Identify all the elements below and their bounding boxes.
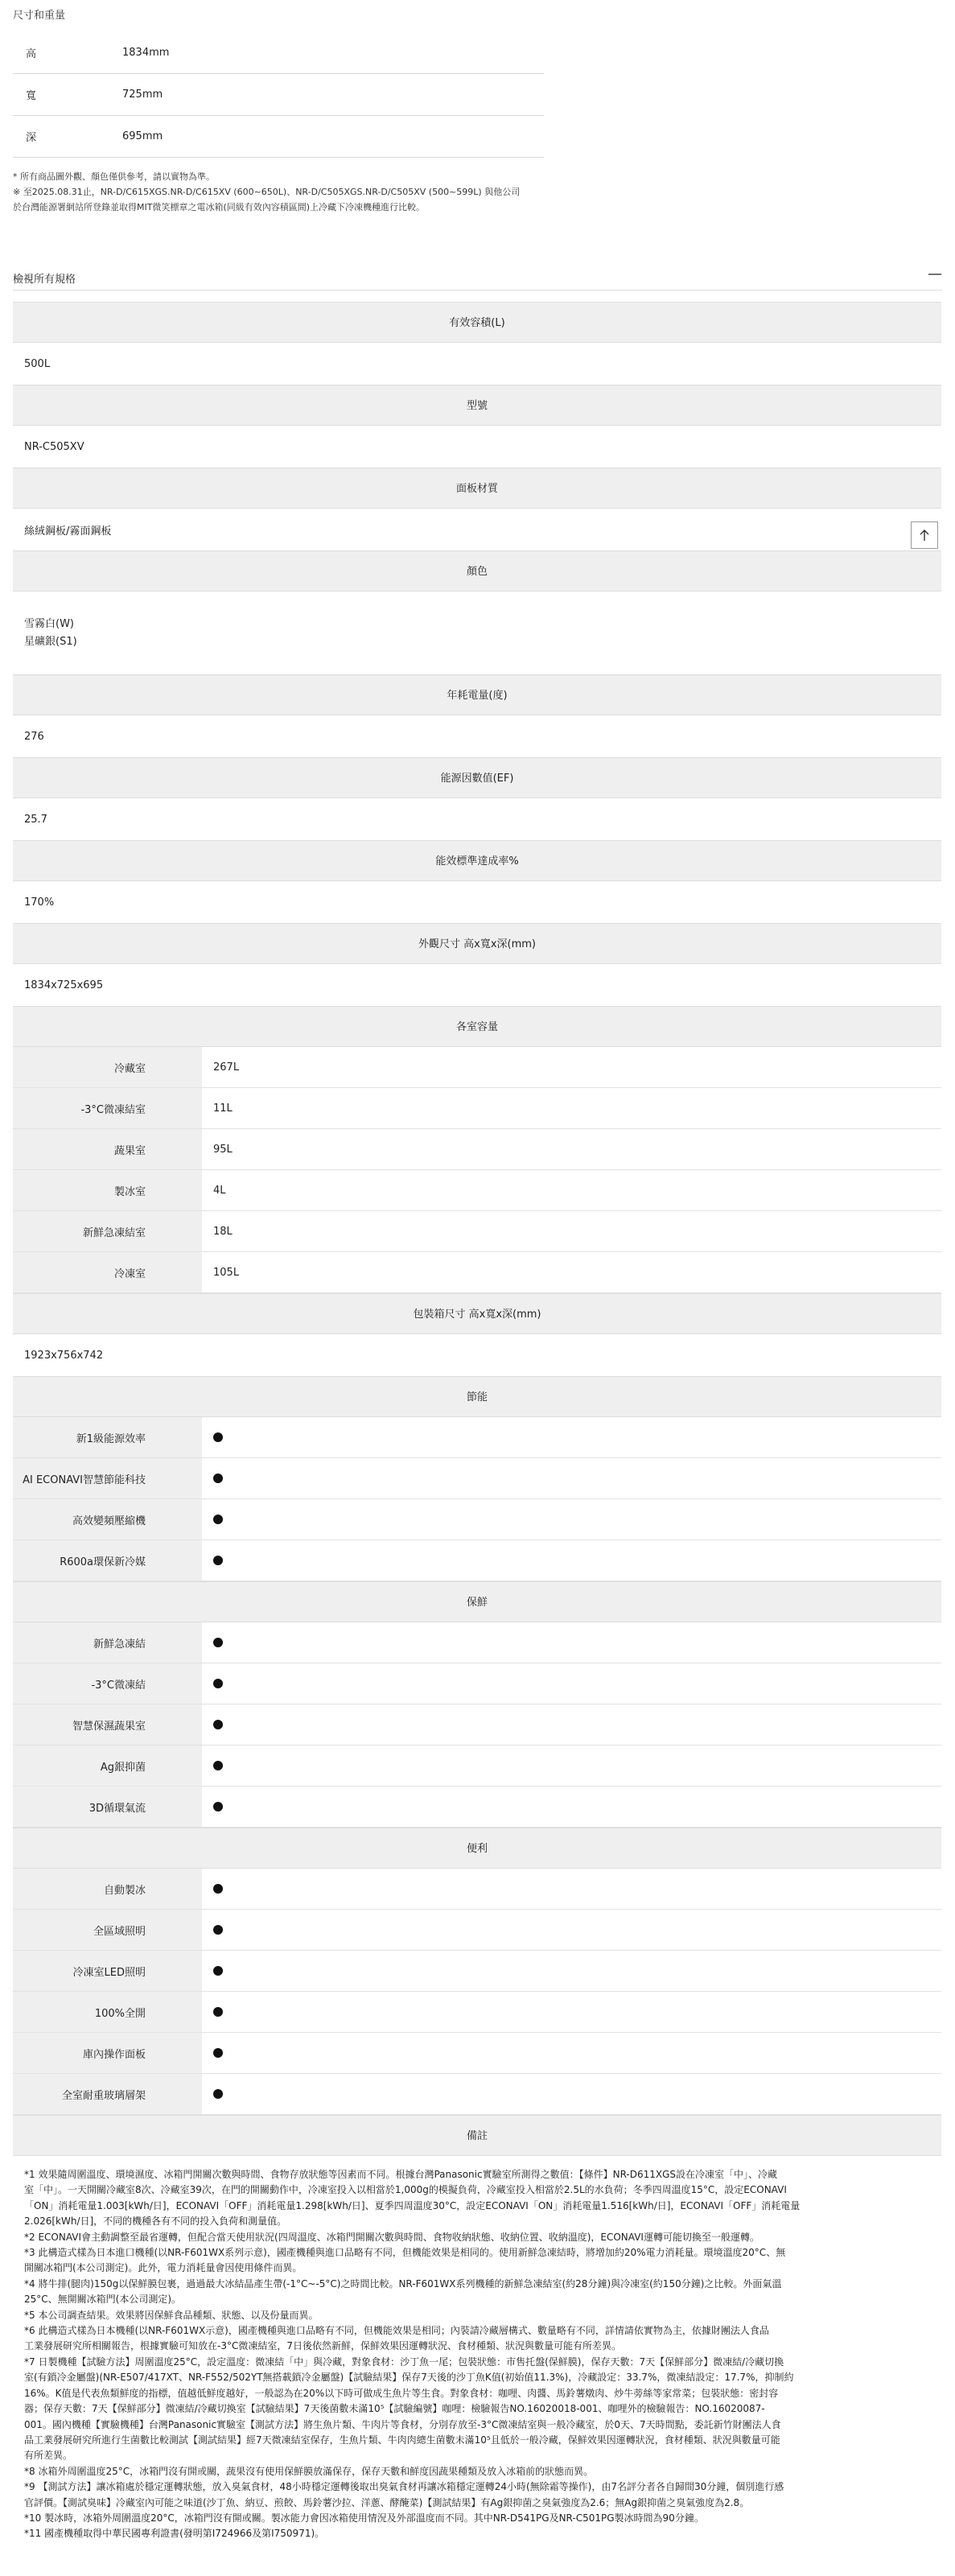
remark-line: 品工業發展研究所進行生菌數比較測試【測試結果】經7天微凍結室保存，生魚片類、牛肉肉總生菌數未滿10⁵且低於一般冷藏，保鮮效果因運轉狀況，食材種類、狀況與數量可能 <box>24 2434 780 2446</box>
remarks <box>13 2156 941 2542</box>
spec-sub-row <box>13 1088 941 1129</box>
section-header: 顏色 <box>13 550 941 591</box>
dims-notes <box>13 169 568 215</box>
spec-value: 1923x756x742 <box>24 1349 104 1362</box>
feature-check-dot-icon <box>202 1663 941 1704</box>
section-header: 外觀尺寸 高x寬x深(mm) <box>13 923 941 964</box>
collapse-icon[interactable]: — <box>928 266 942 282</box>
spec-sub-key: -3°C微凍結 <box>13 1663 202 1704</box>
spec-sub-key: 製冰室 <box>13 1170 202 1210</box>
remark-line: *6 此構造式樣為日本機種(以NR-F601WX示意)，國產機種與進口品略有不同，但機能效果是相同；內裝請冷藏層構式、數量略有不同，詳情請依實物為主，依據財團法人食品 <box>24 2325 769 2337</box>
dims-row-depth <box>13 116 544 158</box>
spec-sub-key: 新1級能源效率 <box>13 1417 202 1457</box>
feature-check-dot-icon <box>202 2074 941 2114</box>
remark-line: 有所差異。 <box>24 2450 73 2462</box>
remark-line: *10 製冰時，冰箱外周圍溫度20°C，冰箱門沒有開或關。製冰能力會因冰箱使用情況及外部溫度而不同。其中NR-D541PG及NR-C501PG製冰時間為90分鐘。 <box>24 2512 704 2524</box>
spec-sub-row <box>13 1992 941 2033</box>
dims-key: 寬 <box>13 74 122 116</box>
spec-sub-key: 冷藏室 <box>13 1047 202 1087</box>
feature-check-dot-icon <box>202 1622 941 1663</box>
remark-line: *3 此構造式樣為日本進口機種(以NR-F601WX系列示意)，國產機種與進口品略有不同，但機能效果是相同的。使用新鮮急凍結時，將增加約20%電力消耗量。環境溫度20°C、無 <box>24 2247 786 2259</box>
spec-sub-key: 全室耐重玻璃層架 <box>13 2074 202 2114</box>
remark-line: *2 ECONAVI會主動調整至最省運轉，但配合當天使用狀況(四周溫度、冰箱門開關次數與時間、食物收納狀態、收納位置、收納溫度)，ECONAVI運轉可能切換至一般運轉。 <box>24 2231 759 2243</box>
spec-sub-row <box>13 1170 941 1211</box>
spec-sub-row <box>13 1129 941 1170</box>
spec-value: 276 <box>24 730 44 743</box>
spec-sub-row <box>13 2033 941 2074</box>
spec-sub-row <box>13 1787 941 1828</box>
feature-check-dot-icon <box>202 1745 941 1786</box>
section-header: 型號 <box>13 385 941 426</box>
spec-sub-value: 4L <box>213 1184 226 1197</box>
remark-line: 官評價。【測試臭味】冷藏室內可能之味道(沙丁魚、納豆、煎餃、馬鈴薯沙拉、洋蔥、酵醃菜)【測試結果】有Ag銀抑菌之臭氣強度為2.6；無Ag銀抑菌之臭氣強度為2.8。 <box>24 2496 750 2508</box>
spec-sub-key: 庫內操作面板 <box>13 2033 202 2073</box>
spec-sub-key: 冷凍室LED照明 <box>13 1951 202 1991</box>
section-header: 有效容積(L) <box>13 302 941 343</box>
spec-value: 25.7 <box>24 813 47 826</box>
remark-line: 16%。K值是代表魚類鮮度的指標，值越低鮮度越好，一般認為在20%以下時可做成生魚片等生食。對象食材：咖哩、肉醬、馬鈴薯燉肉、炒牛蒡絲等家常菜；包裝狀態：密封容 <box>24 2387 779 2399</box>
remark-line: *8 冰箱外周圍溫度25°C，冰箱門沒有開或關，蔬果沒有使用保鮮膜放滿保存，保存天數和鮮度因蔬果種類及放入冰箱前的狀態而異。 <box>24 2465 594 2477</box>
spec-value: 500L <box>24 357 51 370</box>
dims-key: 深 <box>13 116 122 158</box>
feature-check-dot-icon <box>202 2033 941 2073</box>
spec-sub-key: 智慧保濕蔬果室 <box>13 1704 202 1745</box>
rooms-list <box>13 1047 941 1293</box>
spec-sub-row <box>13 1047 941 1088</box>
spec-value <box>13 591 941 674</box>
section-header: 節能 <box>13 1376 941 1417</box>
feature-check-dot-icon <box>202 1951 941 1991</box>
remark-line: 室(有鎖冷金屬盤)(NR-E507/417XT、NR-F552/502YT無搭載鎖冷金屬盤)【試驗結果】保存7天後的沙丁魚K值(初始值11.3%)，冷藏設定：33.7%，微凍結設定：17.7%，抑制約 <box>24 2372 794 2384</box>
feature-check-dot-icon <box>202 1869 941 1909</box>
section-header: 面板材質 <box>13 468 941 509</box>
feature-check-dot-icon <box>202 1910 941 1950</box>
spec-sub-row <box>13 1951 941 1992</box>
spec-table <box>13 302 941 2542</box>
section-header: 便利 <box>13 1828 941 1869</box>
spec-sub-row <box>13 1540 941 1581</box>
dims-value: 725mm <box>122 74 544 116</box>
feature-check-dot-icon <box>202 1787 941 1827</box>
color-option: 雪霧白(W) <box>24 617 74 630</box>
remark-line: *1 效果隨周圍溫度、環境濕度、冰箱門開關次數與時間、食物存放狀態等因素而不同。根據台灣Panasonic實驗室所測得之數值：【條件】NR-D611XGS設在冷凍室「中」、冷藏 <box>24 2169 778 2180</box>
spec-sub-key: 100%全開 <box>13 1992 202 2032</box>
remark-line: 「ON」消耗電量1.003[kWh/日]，ECONAVI「OFF」消耗電量1.298[kWh/日]、夏季四周溫度30°C，設定ECONAVI「ON」消耗電量1.516[kWh/日]，ECONAVI「OFF」消耗電量 <box>24 2199 801 2211</box>
remark-line: 室「中」。一天開關冷藏室8次、冷藏室39次，在門的開關動作中，冷凍室投入以相當於1,000g的模擬負荷，冷藏室投入相當於2.5L的水負荷；冬季四周溫度15°C，設定ECONAVI <box>24 2184 787 2196</box>
section-header: 備註 <box>13 2115 941 2156</box>
spec-sub-row <box>13 1704 941 1745</box>
spec-sub-key: R600a環保新冷媒 <box>13 1540 202 1581</box>
energy-features <box>13 1417 941 1581</box>
spec-accordion-header[interactable] <box>13 266 942 291</box>
spec-sub-row <box>13 1622 941 1663</box>
spec-value: 絲絨鋼板/霧面鋼板 <box>24 525 112 538</box>
remark-line: 2.026[kWh/日]，不同的機種各有不同的投入負荷和測量值。 <box>24 2215 287 2228</box>
spec-sub-value: 105L <box>213 1266 240 1279</box>
spec-sub-key: -3°C微凍結室 <box>13 1088 202 1128</box>
spec-sub-row <box>13 1745 941 1787</box>
dims-note: ※ 至2025.08.31止，NR-D/C615XGS.NR-D/C615XV (600~650L)、NR-D/C505XGS.NR-D/C505XV (500~599L) 與他公司 <box>13 187 521 197</box>
dims-table <box>13 32 544 158</box>
spec-sub-row <box>13 1458 941 1499</box>
section-header: 保鮮 <box>13 1581 941 1622</box>
remark-line: *4 將牛排(腿肉)150g以保鮮膜包裹，過過最大冰結晶產生帶(-1°C~-5°C)之時間比較。NR-F601WX系列機種的新鮮急凍結室(約28分鐘)與冷凍室(約150分鐘)之比較。外面氣溫 <box>24 2277 782 2290</box>
spec-sub-key: 全區域照明 <box>13 1910 202 1950</box>
spec-sub-row <box>13 1910 941 1951</box>
fresh-features <box>13 1622 941 1828</box>
remark-line: 001。國內機種【實驗機種】台灣Panasonic實驗室【測試方法】將生魚片類、牛肉片等食材，分別存放至-3°C微凍結室與一般冷藏室，於0天、7天時間點，委託新竹財團法人食 <box>24 2418 781 2430</box>
convenience-features <box>13 1869 941 2115</box>
dims-title: 尺寸和重量 <box>13 10 66 22</box>
section-header: 包裝箱尺寸 高x寬x深(mm) <box>13 1293 941 1334</box>
remark-line: *5 本公司調查結果。效果將因保鮮食品種類、狀態、以及份量而異。 <box>24 2309 319 2321</box>
dims-note: * 所有商品圖外觀、顏色僅供參考，請以實物為準。 <box>13 171 215 182</box>
spec-sub-key: 高效變頻壓縮機 <box>13 1499 202 1539</box>
dims-note: 於台灣能源署網站所登錄並取得MIT微笑標章之電冰箱(同級有效內容積區間)上冷藏下冷凍機種進行比較。 <box>13 202 426 212</box>
back-to-top-button[interactable] <box>911 521 938 549</box>
section-header: 各室容量 <box>13 1006 941 1047</box>
spec-sub-value: 267L <box>213 1061 240 1074</box>
spec-sub-key: 自動製冰 <box>13 1869 202 1909</box>
spec-value: 170% <box>24 896 55 909</box>
spec-sub-key: AI ECONAVI智慧節能科技 <box>13 1458 202 1498</box>
feature-check-dot-icon <box>202 1540 941 1581</box>
feature-check-dot-icon <box>202 1704 941 1745</box>
feature-check-dot-icon <box>202 1458 941 1498</box>
dims-value: 695mm <box>122 116 544 158</box>
remark-line: *9 【測試方法】讓冰箱處於穩定運轉狀態，放入臭氣食材，48小時穩定運轉後取出臭氣食材再讓冰箱穩定運轉24小時(無除霜等操作)，由7名評分者各自歸間30分鐘，個別進行感 <box>24 2481 784 2493</box>
spec-sub-key: 蔬果室 <box>13 1129 202 1169</box>
color-option: 星礦銀(S1) <box>24 635 77 648</box>
arrow-up-icon <box>919 529 930 542</box>
remark-line: 器；保存天數：7天【保鮮部分】微凍結/冷藏切換室【試驗結果】7天後菌數未滿10⁵【試驗編號】咖哩：檢驗報告NO.16020018-001、咖哩外的檢驗報告：NO.16020087- <box>24 2403 765 2415</box>
dims-row-width <box>13 74 544 116</box>
spec-sub-row <box>13 1499 941 1540</box>
feature-check-dot-icon <box>202 1417 941 1457</box>
dims-row-height <box>13 32 544 74</box>
dims-value: 1834mm <box>122 32 544 74</box>
spec-sub-key: 3D循環氣流 <box>13 1787 202 1827</box>
spec-sub-value: 11L <box>213 1102 233 1115</box>
spec-sub-value: 18L <box>213 1225 233 1238</box>
spec-sub-key: 新鮮急凍結室 <box>13 1211 202 1251</box>
remark-line: *11 國產機種取得中華民國專利證書(發明第I724966及第I750971)。 <box>24 2528 325 2540</box>
spec-value: NR-C505XV <box>24 440 84 453</box>
spec-sub-row <box>13 1869 941 1910</box>
dims-key: 高 <box>13 32 122 74</box>
section-header: 年耗電量(度) <box>13 674 941 715</box>
spec-sub-row <box>13 1252 941 1293</box>
feature-check-dot-icon <box>202 1992 941 2032</box>
section-header: 能源因數值(EF) <box>13 757 941 798</box>
spec-sub-row <box>13 1417 941 1458</box>
spec-sub-value: 95L <box>213 1143 233 1156</box>
spec-sub-row <box>13 1211 941 1252</box>
remark-line: 工業發展研究所相關報告，根據實驗可知放在-3°C微凍結室，7日後依然新鮮，保鮮效果因運轉狀況、食材種類、狀況與數量可能有所差異。 <box>24 2340 621 2352</box>
spec-sub-key: 冷凍室 <box>13 1252 202 1292</box>
feature-check-dot-icon <box>202 1499 941 1539</box>
spec-sub-row <box>13 1663 941 1704</box>
spec-sub-row <box>13 2074 941 2115</box>
remark-line: 開關冰箱門(本公司測定)。此外，電力消耗量會因使用條件而異。 <box>24 2262 303 2274</box>
spec-value: 1834x725x695 <box>24 979 104 991</box>
spec-sub-key: 新鮮急凍結 <box>13 1622 202 1663</box>
section-header: 能效標準達成率% <box>13 840 941 881</box>
remark-line: *7 日製機種【試驗方法】周圍溫度25°C，設定溫度：微凍結「中」與冷藏，對象食材：沙丁魚一尾；包裝狀態：市售托盤(保鮮膜)，保存天數：7天【保鮮部分】微凍結/冷藏切換 <box>24 2355 784 2368</box>
spec-title: 檢視所有規格 <box>13 274 76 286</box>
remark-line: 25°C、無開關冰箱門(本公司測定)。 <box>24 2294 182 2306</box>
spec-sub-key: Ag銀抑菌 <box>13 1745 202 1786</box>
